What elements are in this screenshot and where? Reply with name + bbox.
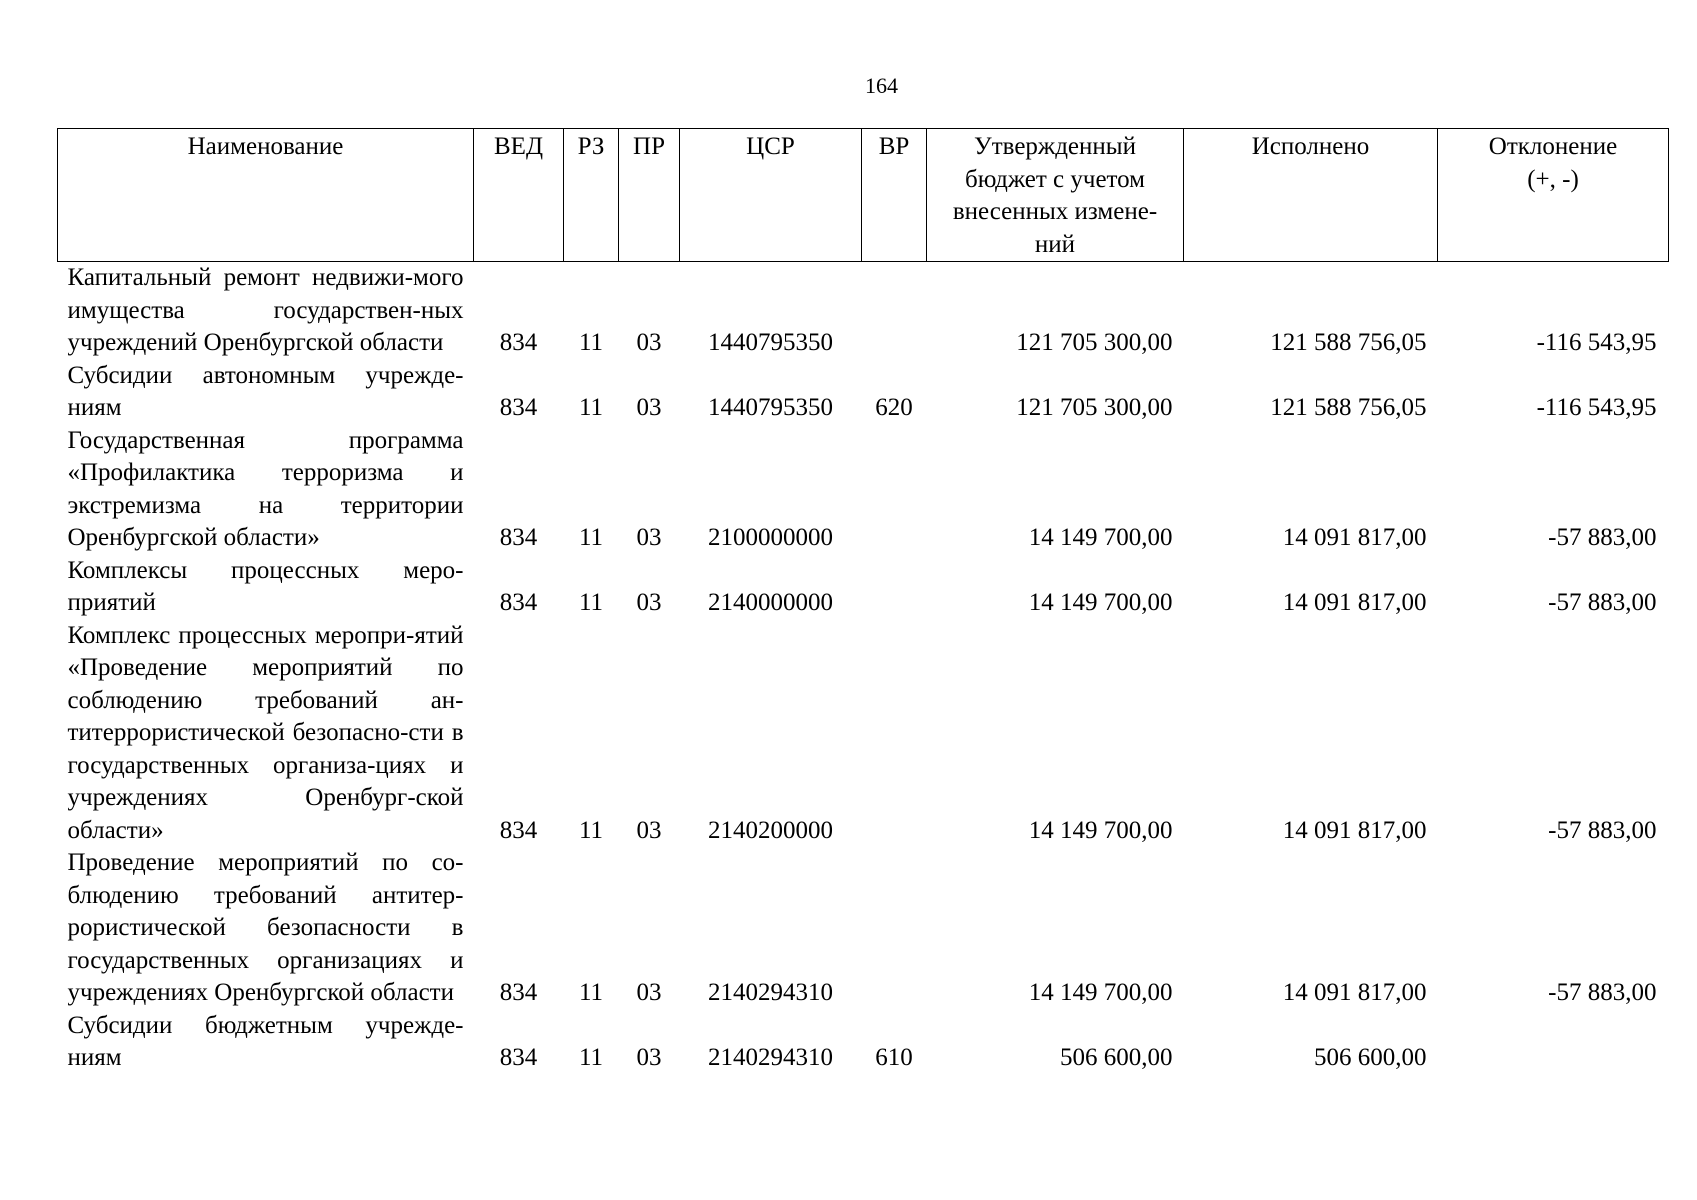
row-executed: 121 588 756,05 <box>1270 394 1427 421</box>
table-body <box>58 262 1669 1075</box>
row-approved: 14 149 700,00 <box>1028 524 1173 551</box>
row-pr: 03 <box>636 329 662 356</box>
row-vr <box>862 262 927 360</box>
row-name: Проведение мероприятий по со-блюдению требований антитер-рористической безопасности в государственных организациях и учреждениях Оренбургской области <box>67 849 464 1006</box>
row-approved: 121 705 300,00 <box>1016 394 1173 421</box>
row-rz: 11 <box>578 1044 604 1071</box>
row-approved: 14 149 700,00 <box>1028 816 1173 844</box>
table-row <box>58 847 1669 1010</box>
row-name: Государственная программа «Профилактика терроризма и экстремизма на территории Оренбургской области» <box>67 426 464 551</box>
row-executed: 121 588 756,05 <box>1270 329 1427 356</box>
row-approved: 14 149 700,00 <box>1028 979 1173 1006</box>
row-ved: 834 <box>499 329 538 356</box>
row-name: Субсидии бюджетным учрежде-ниям <box>67 1011 464 1071</box>
table-row <box>58 1010 1669 1075</box>
row-name: Комплексы процессных меро-приятий <box>67 556 464 616</box>
row-name: Комплекс процессных меропри-ятий «Проведение мероприятий по соблюдению требований ан-титеррористической безопасно-сти в государственных организа-циях и учреждениях Оренбург-ской области» <box>67 621 464 844</box>
row-csr: 2100000000 <box>708 524 833 551</box>
header-rz: РЗ <box>564 129 619 262</box>
table-row <box>58 262 1669 360</box>
row-rz: 11 <box>578 589 604 616</box>
row-pr: 03 <box>636 589 662 616</box>
row-vr: 610 <box>875 1044 913 1071</box>
row-pr: 03 <box>636 524 662 551</box>
row-approved: 506 600,00 <box>1060 1044 1173 1071</box>
header-csr: ЦСР <box>680 129 862 262</box>
header-executed: Исполнено <box>1184 129 1438 262</box>
header-deviation: Отклонение (+, -) <box>1438 129 1669 262</box>
row-rz: 11 <box>578 816 604 844</box>
header-vr: ВР <box>862 129 927 262</box>
budget-table <box>57 128 1669 1075</box>
row-pr: 03 <box>636 1044 662 1071</box>
row-deviation <box>1438 1010 1669 1075</box>
header-approved: Утвержденный бюджет с учетом внесенных измене-ний <box>927 129 1184 262</box>
row-vr <box>862 425 927 555</box>
row-rz: 11 <box>578 979 604 1006</box>
table-row <box>58 425 1669 555</box>
row-executed: 14 091 817,00 <box>1282 589 1427 616</box>
row-executed: 14 091 817,00 <box>1282 979 1427 1006</box>
row-ved: 834 <box>499 1044 538 1071</box>
row-approved: 121 705 300,00 <box>1016 329 1173 356</box>
row-deviation: -116 543,95 <box>1536 329 1657 356</box>
row-vr <box>862 555 927 620</box>
row-deviation: -57 883,00 <box>1548 524 1657 551</box>
row-executed: 14 091 817,00 <box>1282 816 1427 844</box>
row-csr: 1440795350 <box>708 394 833 421</box>
row-deviation: -57 883,00 <box>1548 979 1657 1006</box>
row-name: Капитальный ремонт недвижи-мого имущества государствен-ных учреждений Оренбургской области <box>67 264 464 356</box>
row-pr: 03 <box>636 394 662 421</box>
row-ved: 834 <box>499 524 538 551</box>
row-csr: 2140000000 <box>708 589 833 616</box>
row-pr: 03 <box>636 816 662 844</box>
row-rz: 11 <box>578 524 604 551</box>
row-csr: 2140200000 <box>708 816 833 844</box>
row-csr: 1440795350 <box>708 329 833 356</box>
row-rz: 11 <box>578 329 604 356</box>
table-row <box>58 620 1669 848</box>
row-name: Субсидии автономным учрежде-ниям <box>67 361 464 421</box>
header-ved: ВЕД <box>474 129 564 262</box>
row-ved: 834 <box>499 589 538 616</box>
table-row <box>58 555 1669 620</box>
row-ved: 834 <box>499 394 538 421</box>
row-executed: 14 091 817,00 <box>1282 524 1427 551</box>
table-row <box>58 360 1669 425</box>
row-deviation: -116 543,95 <box>1536 394 1657 421</box>
header-pr: ПР <box>619 129 680 262</box>
row-csr: 2140294310 <box>708 1044 833 1071</box>
table-header <box>58 129 1669 262</box>
row-approved: 14 149 700,00 <box>1028 589 1173 616</box>
row-ved: 834 <box>499 979 538 1006</box>
row-vr <box>862 620 927 848</box>
page-number: 164 <box>865 73 898 98</box>
row-vr <box>862 847 927 1010</box>
row-deviation: -57 883,00 <box>1548 816 1657 844</box>
row-vr: 620 <box>875 394 913 421</box>
row-ved: 834 <box>499 816 538 844</box>
row-rz: 11 <box>578 394 604 421</box>
row-deviation: -57 883,00 <box>1548 589 1657 616</box>
row-executed: 506 600,00 <box>1314 1044 1427 1071</box>
row-csr: 2140294310 <box>708 979 833 1006</box>
header-name: Наименование <box>58 129 474 262</box>
row-pr: 03 <box>636 979 662 1006</box>
